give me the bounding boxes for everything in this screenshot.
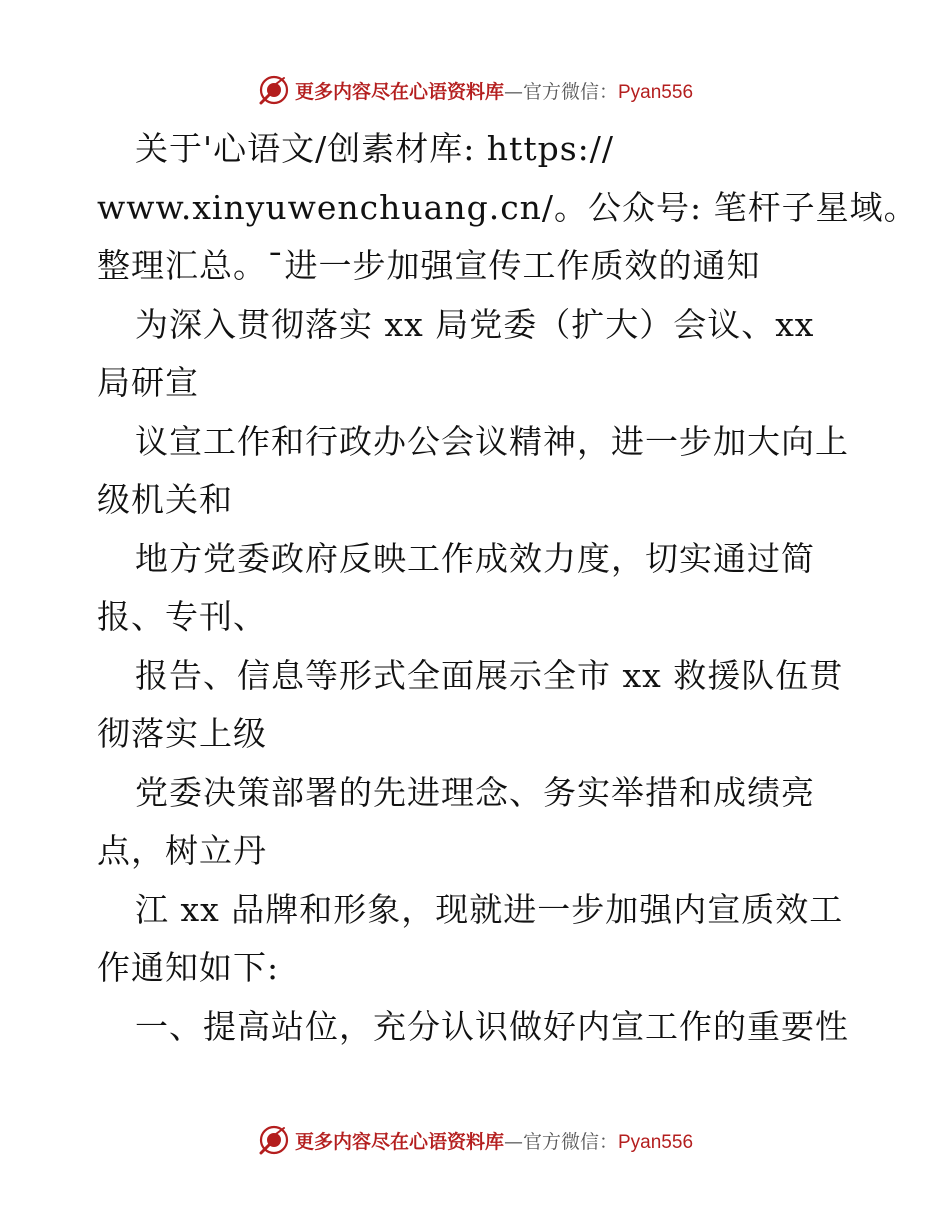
- body-line: 局研宣: [97, 363, 199, 402]
- header-official: 官方微信：: [522, 80, 618, 103]
- footer-watermark-text: [295, 1127, 693, 1154]
- body-line: 江 xx 品牌和形象，现就进一步加强内宣质效工: [135, 889, 844, 929]
- body-line: 整理汇总。¯进一步加强宣传工作质效的通知: [97, 246, 761, 285]
- body-line: 议宣工作和行政办公会议精神，进一步加大向上: [135, 421, 849, 461]
- header-watermark: [0, 70, 950, 110]
- body-line: 报、专刊、: [97, 597, 267, 636]
- body-line: 点，树立丹: [97, 831, 267, 870]
- header-handle: Pyan556: [618, 81, 694, 103]
- body-line: 地方党委政府反映工作成效力度，切实通过简: [135, 538, 815, 578]
- body-line: 一、提高站位，充分认识做好内宣工作的重要性: [135, 1006, 849, 1046]
- header-watermark-text: [295, 77, 693, 104]
- footer-dash: —: [503, 1130, 523, 1153]
- body-line: 党委决策部署的先进理念、务实举措和成绩亮: [135, 772, 815, 812]
- document-body: [97, 120, 918, 1056]
- pen-nib-logo-icon: [257, 1123, 291, 1157]
- body-line: 彻落实上级: [97, 714, 267, 753]
- footer-official: 官方微信：: [522, 1130, 618, 1153]
- footer-brand: 更多内容尽在心语资料库: [294, 1130, 504, 1153]
- body-line: 级机关和: [97, 480, 233, 519]
- header-dash: —: [503, 80, 523, 103]
- body-line: 为深入贯彻落实 xx 局党委（扩大）会议、xx: [135, 304, 815, 344]
- body-line: 报告、信息等形式全面展示全市 xx 救援队伍贯: [135, 655, 844, 695]
- footer-handle: Pyan556: [618, 1131, 694, 1153]
- body-line: 作通知如下:: [97, 948, 280, 987]
- body-line: www.xinyuwenchuang.cn/。公众号: 笔杆子星域。: [97, 187, 918, 227]
- body-line: 关于'心语文/创素材库: https://: [135, 129, 614, 168]
- footer-watermark: [0, 1120, 950, 1160]
- pen-nib-logo-icon: [257, 73, 291, 107]
- header-brand: 更多内容尽在心语资料库: [294, 80, 504, 103]
